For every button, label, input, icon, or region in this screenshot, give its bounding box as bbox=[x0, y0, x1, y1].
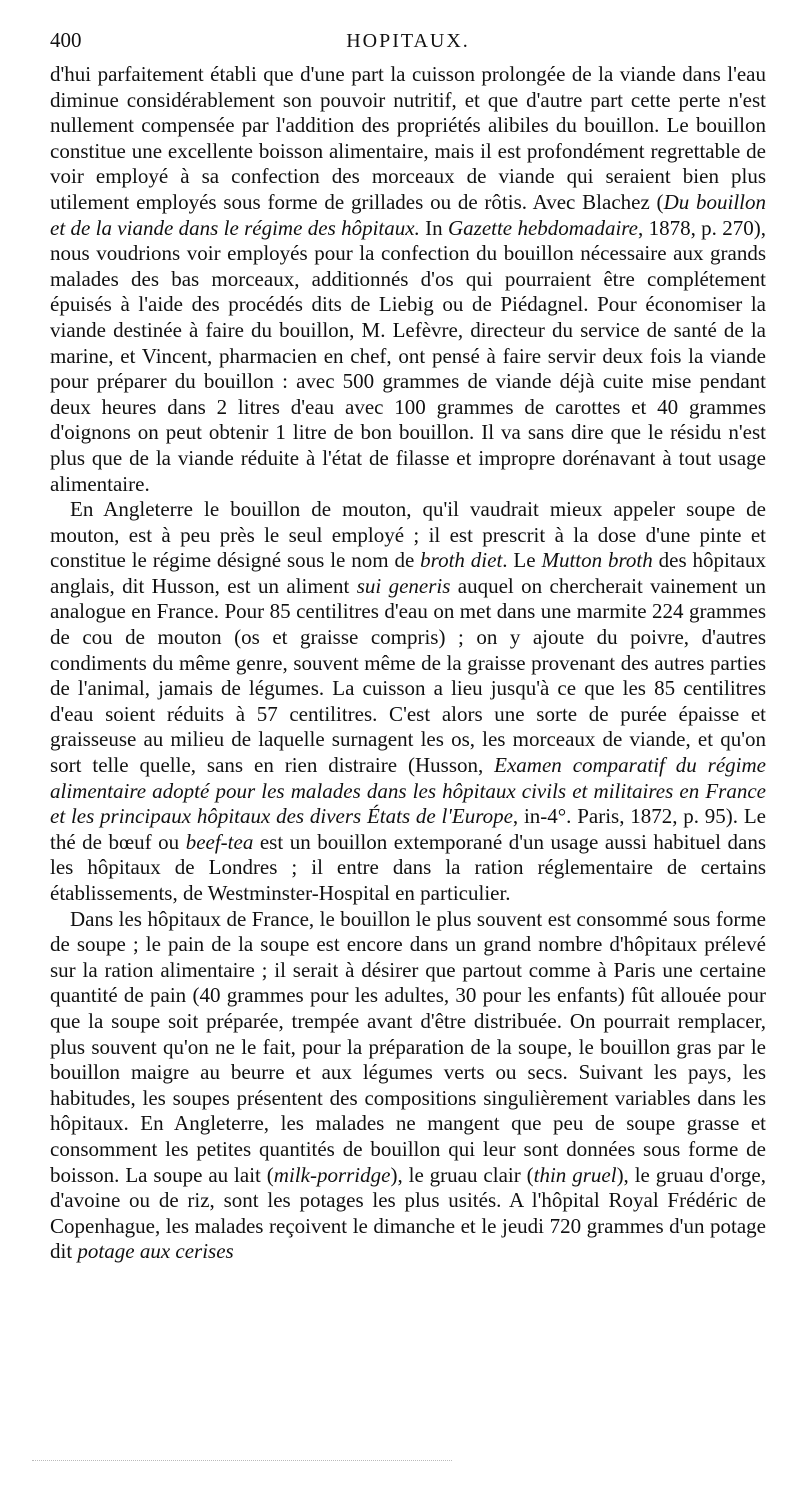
text-run: En Angleterre le bouillon de mouton, qu'il vaudrait mieux appeler soupe de mouton, est à peu près le seul employé ; il est prescrit à la dose d'une pinte et constitue le régime désigné sous le nom de bbox=[50, 497, 766, 573]
text-run: Dans les hôpitaux de France, le bouillon le plus souvent est consommé sous forme de soupe ; le pain de la soupe est encore dans un grand nombre d'hôpitaux prélevé sur la ration alimentaire ; il serait à désirer que partout comme à Paris une certaine quantité de pain (40 grammes pour les adultes, 30 pour les enfants) fût allouée pour que la soupe soit préparée, trempée avant d'être distribuée. On pourrait remplacer, plus souvent qu'on ne le fait, pour la préparation de la soupe, le bouillon gras par le bouillon maigre au beurre et aux légumes verts ou secs. Suivant les pays, les habitudes, les soupes présentent des compositions singulièrement variables dans les hôpitaux. En Angleterre, les malades ne mangent que peu de soupe grasse et consomment les petites quantités de bouillon qui leur sont données sous forme de boisson. La soupe au lait ( bbox=[50, 906, 766, 1187]
text-run: , in-4°. Paris, 1872, p. 95). Le thé de bœuf ou bbox=[50, 804, 766, 854]
text-run: est un bouillon extemporané d'un usage aussi habituel dans les hôpitaux de Londres ; il entre dans la ration réglementaire de certains établissements, de Westminster-Hospital en particulier. bbox=[50, 829, 766, 905]
italic-text: Mutton broth bbox=[541, 548, 653, 573]
text-run: , 1878, p. 270), nous voudrions voir employés pour la confection du bouillon nécessaire aux grands malades des bas morceaux, additionnés d'os qui pourraient être complétement épuisés à l'aide des procédés dits de Liebig ou de Piédagnel. Pour économiser la viande destinée à faire du bouillon, M. Lefèvre, directeur du service de santé de la marine, et Vincent, pharmacien en chef, ont pensé à faire servir deux fois la viande pour préparer du bouillon : avec 500 grammes de viande déjà cuite mise pendant deux heures dans 2 litres d'eau avec 100 grammes de carottes et 40 grammes d'oignons on peut obtenir 1 litre de bon bouillon. Il va sans dire que le résidu n'est plus que de la viande réduite à l'état de filasse et impropre dorénavant à tout usage alimentaire. bbox=[50, 215, 766, 496]
page-number: 400 bbox=[50, 28, 82, 52]
text-run: auquel on chercherait vainement un analogue en France. Pour 85 centilitres d'eau on met dans une marmite 224 grammes de cou de mouton (os et graisse compris) ; on y ajoute du poivre, d'autres condiments du même genre, souvent même de la graisse provenant des autres parties de l'animal, jamais de légumes. La cuisson a lieu jusqu'à ce que les 85 centilitres d'eau soient réduits à 57 centilitres. C'est alors une sorte de purée épaisse et graisseuse au milieu de laquelle surnagent les os, les morceaux de viande, et qu'on sort telle quelle, sans en rien distraire (Husson, bbox=[50, 573, 766, 778]
italic-text: thin gruel bbox=[533, 1162, 617, 1187]
text-run: ), le gruau clair ( bbox=[390, 1162, 534, 1187]
italic-text: Examen comparatif du régime alimentaire adopté pour les malades dans les hôpitaux civils et militaires en France et les principaux hôpitaux des divers États de l'Europe bbox=[50, 753, 766, 829]
italic-text: beef-tea bbox=[185, 829, 254, 854]
italic-text: Gazette hebdomadaire bbox=[447, 215, 638, 240]
text-run: In bbox=[419, 215, 448, 240]
italic-text: milk-porridge bbox=[273, 1162, 391, 1187]
body-text bbox=[50, 62, 766, 1265]
italic-text: broth diet bbox=[420, 548, 503, 573]
paragraph bbox=[50, 62, 766, 497]
italic-text: Du bouillon et de la viande dans le régime des hôpitaux. bbox=[50, 189, 767, 240]
text-run: ), le gruau d'orge, d'avoine ou de riz, sont les potages les plus usités. A l'hôpital Royal Frédéric de Copenhague, les malades reçoivent le dimanche et le jeudi 720 grammes d'un potage dit bbox=[50, 1162, 766, 1264]
page-header bbox=[50, 28, 766, 62]
text-run: d'hui parfaitement établi que d'une part la cuisson prolongée de la viande dans l'eau diminue considérablement son pouvoir nutritif, et que d'autre part cette perte n'est nullement compensée par l'addition des propriétés alibiles du bouillon. Le bouillon constitue une excellente boisson alimentaire, mais il est profondément regrettable de voir employé à sa confection des morceaux de viande qui seraient bien plus utilement employés sous forme de grillades ou de rôtis. Avec Blachez ( bbox=[50, 62, 766, 214]
paragraph bbox=[50, 497, 766, 907]
italic-text: potage aux cerises bbox=[77, 1239, 234, 1264]
running-title: HOPITAUX. bbox=[346, 30, 470, 52]
text-run: . Le bbox=[502, 548, 542, 573]
paragraph bbox=[50, 907, 766, 1265]
italic-text: sui generis bbox=[356, 573, 451, 598]
footer-smudge bbox=[32, 1460, 452, 1461]
text-run: des hôpitaux anglais, dit Husson, est un aliment bbox=[50, 548, 766, 598]
